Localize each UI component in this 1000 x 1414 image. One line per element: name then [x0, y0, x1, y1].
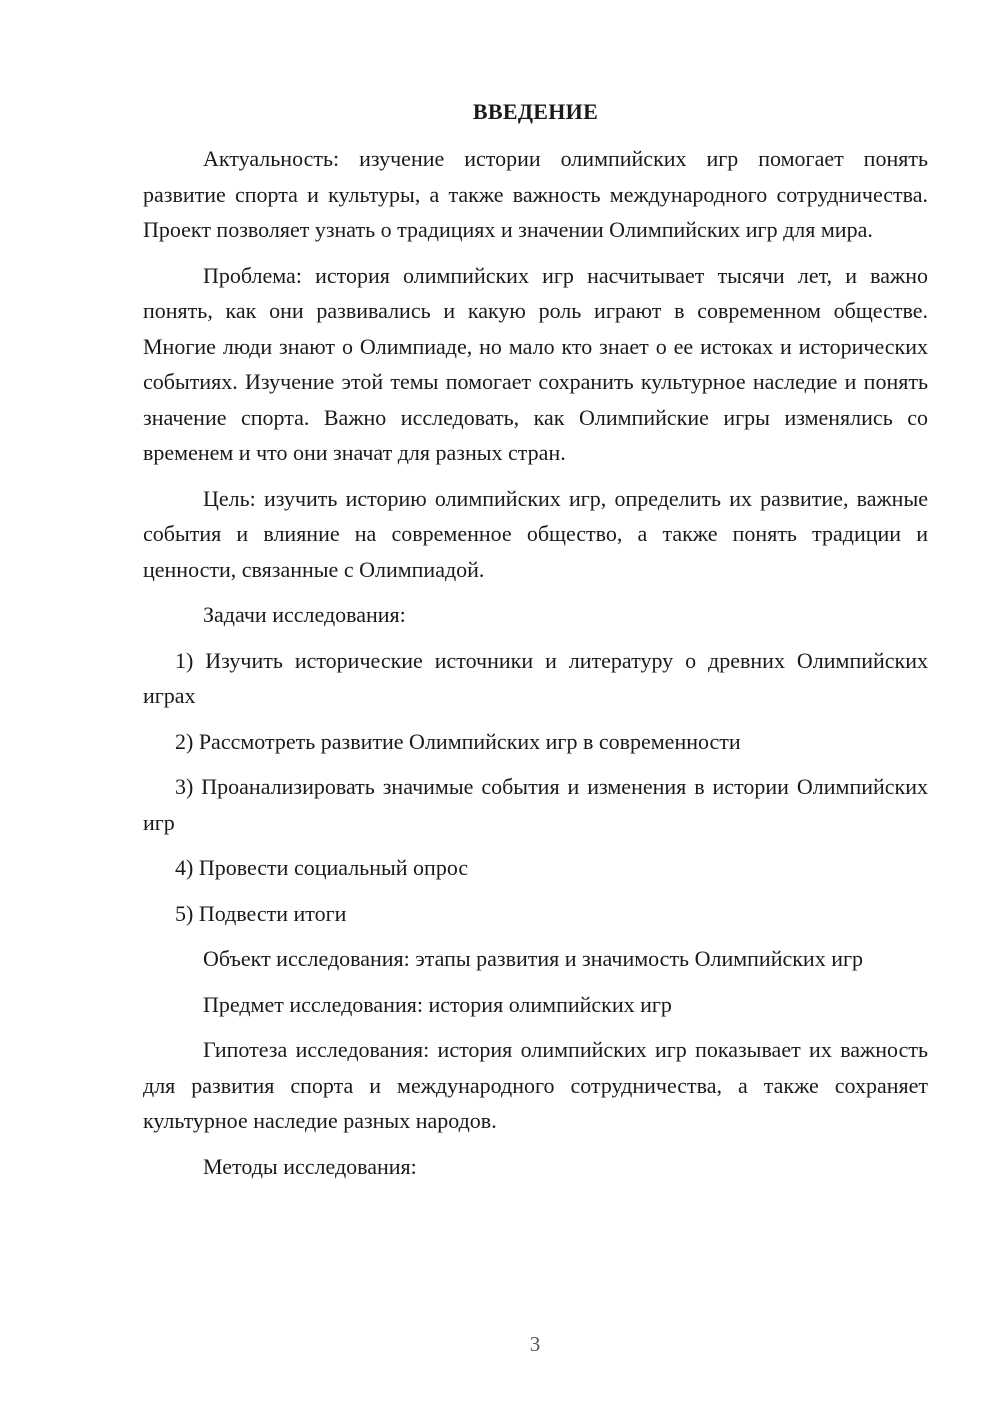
relevance-paragraph: Актуальность: изучение истории олимпийских игр помогает понять развитие спорта и культуры, а также важность международного сотрудничества. Проект позволяет узнать о традициях и значении Олимпийских игр для мира.	[143, 146, 928, 242]
task-item: 4) Провести социальный опрос	[175, 855, 469, 880]
page-number: 3	[529, 1332, 541, 1356]
task-item: 2) Рассмотреть развитие Олимпийских игр в современности	[175, 728, 741, 754]
methods-heading: Методы исследования:	[203, 1153, 417, 1179]
task-item: 3) Проанализировать значимые события и изменения в истории Олимпийских игр	[143, 774, 928, 835]
problem-paragraph: Проблема: история олимпийских игр насчитывает тысячи лет, и важно понять, как они развивались и какую роль играют в современном обществе. Многие люди знают о Олимпиаде, но мало кто знает о ее истоках и исторических событиях. Изучение этой темы помогает сохранить культурное наследие и понять значение спорта. Важно исследовать, как Олимпийские игры изменялись со временем и что они значат для разных стран.	[143, 262, 928, 465]
hypothesis-paragraph: Гипотеза исследования: история олимпийских игр показывает их важность для развития спорта и международного сотрудничества, а также сохраняет культурное наследие разных народов.	[143, 1037, 928, 1133]
task-item: 1) Изучить исторические источники и литературу о древних Олимпийских играх	[143, 647, 928, 708]
document-body	[143, 94, 928, 1194]
object-paragraph: Объект исследования: этапы развития и значимость Олимпийских игр	[203, 946, 863, 971]
goal-paragraph: Цель: изучить историю олимпийских игр, определить их развитие, важные события и влияние на современное общество, а также понять традиции и ценности, связанные с Олимпиадой.	[143, 485, 928, 582]
section-title: ВВЕДЕНИЕ	[472, 99, 599, 124]
task-item: 5) Подвести итоги	[175, 900, 347, 926]
subject-paragraph: Предмет исследования: история олимпийских игр	[203, 991, 672, 1017]
tasks-heading: Задачи исследования:	[203, 602, 406, 627]
